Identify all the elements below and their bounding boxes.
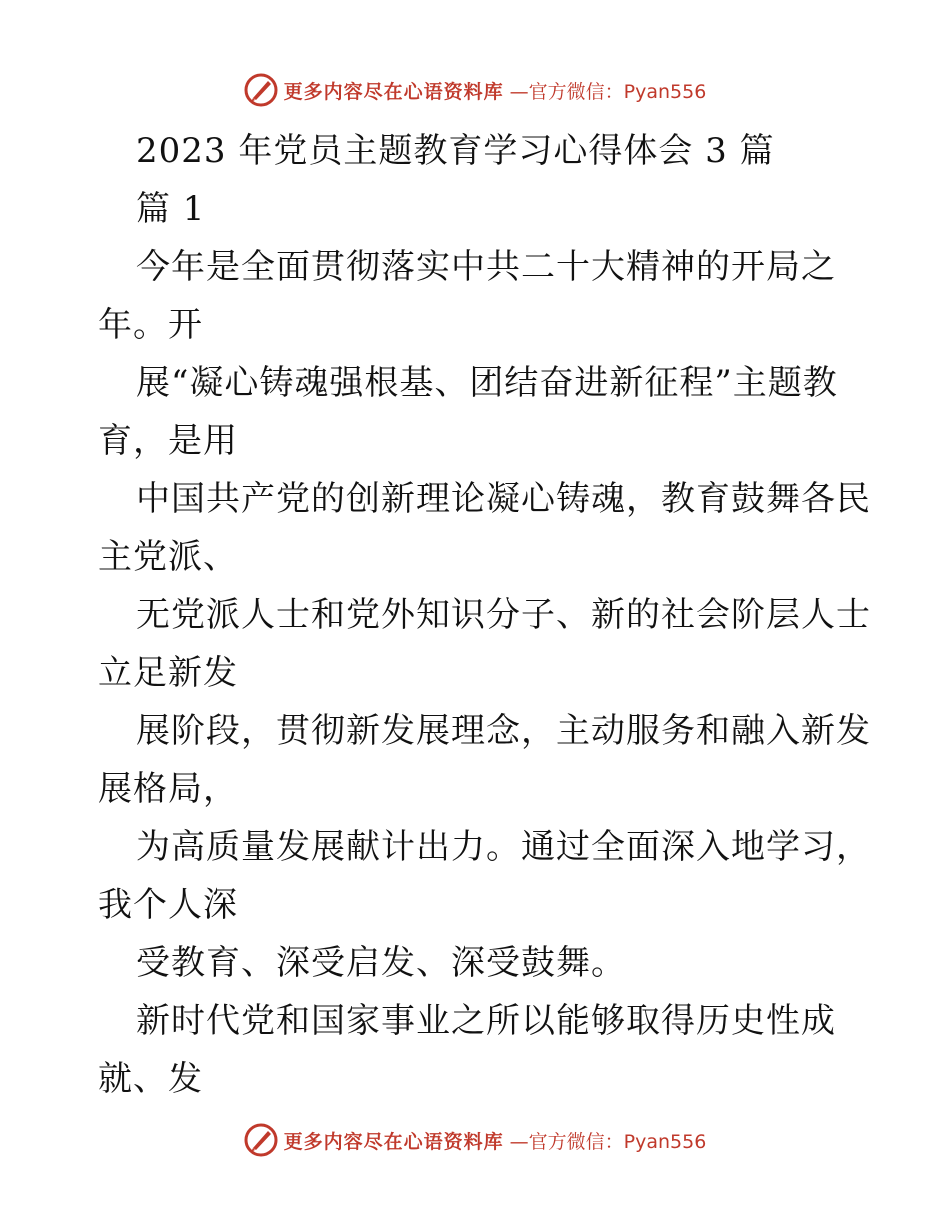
text-line: 就、发 <box>98 1059 203 1099</box>
document-body <box>98 122 871 1108</box>
watermark-contact: —官方微信：Pyan556 <box>509 80 707 103</box>
text-line: 今年是全面贯彻落实中共二十大精神的开局之 <box>136 247 836 287</box>
text-line: 展“凝心铸魂强根基、团结奋进新征程”主题教 <box>136 363 838 403</box>
header-watermark <box>0 70 950 110</box>
footer-watermark <box>0 1120 950 1160</box>
watermark-brand: 更多内容尽在心语资料库 <box>283 80 504 103</box>
text-line: 中国共产党的创新理论凝心铸魂，教育鼓舞各民 <box>136 479 871 519</box>
quill-logo-icon <box>244 73 278 107</box>
watermark-contact: —官方微信：Pyan556 <box>509 1130 707 1153</box>
text-line: 篇 1 <box>136 189 206 229</box>
text-line: 新时代党和国家事业之所以能够取得历史性成 <box>136 1001 836 1041</box>
document-title: 2023 年党员主题教育学习心得体会 3 篇 <box>136 131 775 171</box>
quill-logo-icon <box>244 1123 278 1157</box>
text-line: 展格局， <box>98 769 238 809</box>
text-line: 展阶段，贯彻新发展理念，主动服务和融入新发 <box>136 711 871 751</box>
text-line: 受教育、深受启发、深受鼓舞。 <box>136 943 626 983</box>
text-line: 立足新发 <box>98 653 238 693</box>
text-line: 主党派、 <box>98 537 238 577</box>
text-line: 我个人深 <box>98 885 238 925</box>
text-line: 无党派人士和党外知识分子、新的社会阶层人士 <box>136 595 871 635</box>
text-line: 年。开 <box>98 305 203 345</box>
watermark-brand: 更多内容尽在心语资料库 <box>283 1130 504 1153</box>
text-line: 育，是用 <box>98 421 238 461</box>
text-line: 为高质量发展献计出力。通过全面深入地学习， <box>136 827 871 867</box>
